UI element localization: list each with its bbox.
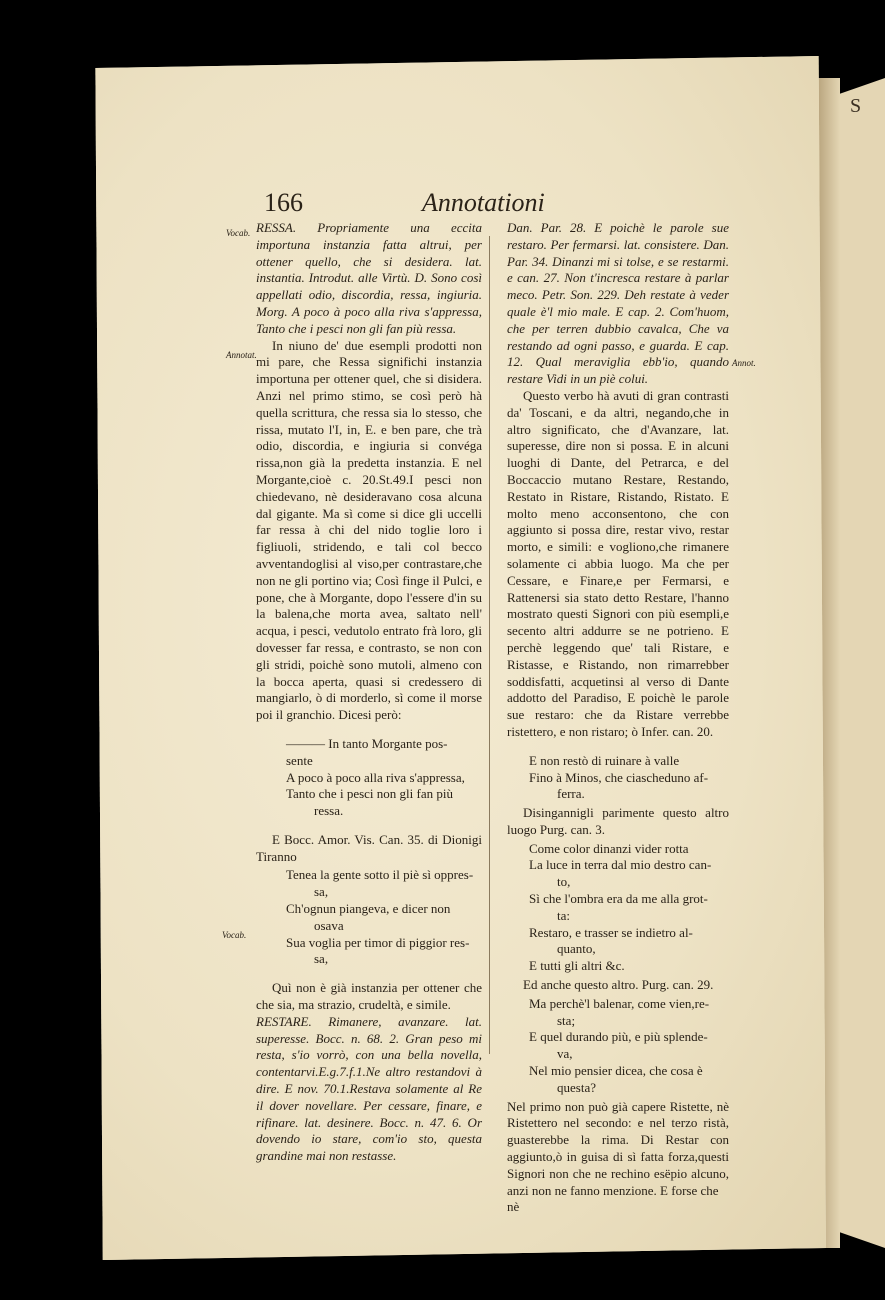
verse-line: Fino à Minos, che ciascheduno af- xyxy=(529,769,709,785)
verse-line: Sì che l'ombra era da me alla grot- xyxy=(529,891,708,907)
verse-line: Restaro, e trasser se indietro al- xyxy=(529,924,693,940)
verse-boccaccio xyxy=(256,867,482,968)
verse-line: Come color dinanzi vider rotta xyxy=(529,840,689,856)
closing-paragraph: Nel primo non può già capere Ristette, nè Ristettero nel secondo: e nel terzo ristà, guasterebbe la rima. Di Restar con aggiunto,ò in guisa di sì fatta forza,questi Signori non che ne rechino esëpio alcuno, anzi non ne fanno menzione. E forse che xyxy=(507,1098,729,1198)
verse-purg-3 xyxy=(507,841,729,975)
verse-line: sa, xyxy=(314,951,329,967)
entry-restare-cont: Dan. Par. 28. E poichè le parole sue restaro. Per fermarsi. lat. consistere. Dan. Par. 34. Dinanzi mi si tolse, e se restarmi. e can. 27. Non t'incresca restare à parlar meco. Petr. Son. 229. Deh restate à veder quale è'l mio male. E cap. 2. Com'huom, che per terren dubbio cavalca, Che va restando ad ogni passo, e guarda. E cap. 12. Qual meraviglia ebb'io, quando restare Vidi in un piè colui. xyxy=(507,220,729,387)
running-head: Annotationi xyxy=(422,188,545,217)
spacer xyxy=(256,822,482,832)
verse-line: ressa. xyxy=(314,803,344,819)
verse-line: ta: xyxy=(557,907,570,923)
spacer xyxy=(256,970,482,980)
verse-line: sta; xyxy=(557,1012,576,1028)
right-column xyxy=(507,220,729,1216)
verse-line: sente xyxy=(286,752,313,768)
annotation-restare: Questo verbo hà avuti di gran contrasti da' Toscani, e da altri, negando,che in altro significato, che d'Avanzare, lat. superesse, dire non si possa. E in alcuni luoghi di Dante, del Petrarca, e del Boccaccio mutano Restare, Restando, Restato in Ristare, Ristando, Ristato. E molto meno acconsentono, che con aggiunto si possa dire, restar vivo, restar morto, e simili: e vogliono,che rimanere solamente ci abbia luogo. Ma che per Cessare, e Finare,e per Fermarsi, e Rattenersi sia stato detto Restare, l'hanno mostrato questi Signori con più esempli,e secento altri addurre se ne potrieno. E perchè leggendo que' tali Ristare, e Ristasse, e Ristando, non rimarrebber soddisfatti, acquetinsi al verso di Dante addotto del Paradiso, E poichè le parole sue restaro: che da Ristare verrebbe ristettero, e non ristaro; ò Infer. can. 20. xyxy=(507,387,729,739)
left-column xyxy=(256,220,482,1165)
entry-ressa: RESSA. Propriamente una eccita importuna instanzia fatta altrui, per ottener quello, che si desidera. lat. instantia. Introdut. alle Virtù. D. Sono così appellati odio, discordia, ressa, ingiuria. Morg. A poco à poco alla riva s'appressa, Tanto che i pesci non gli fan più ressa. xyxy=(256,220,482,336)
verse-line: va, xyxy=(557,1046,573,1062)
facing-page-fragment: S xyxy=(850,95,862,117)
margin-note-annotat: Annotat. xyxy=(226,350,257,360)
margin-note-vocab-2: Vocab. xyxy=(222,930,247,940)
verse-line: questa? xyxy=(557,1079,596,1095)
verse-purg-29 xyxy=(507,996,729,1097)
citation-boccaccio: E Bocc. Amor. Vis. Can. 35. di Dionigi Tiranno xyxy=(256,831,482,864)
verse-inferno xyxy=(507,753,729,803)
verse-line: Tenea la gente sotto il piè sì oppres- xyxy=(286,867,474,883)
verse-line: E non restò di ruinare à valle xyxy=(529,752,680,768)
verse-line: La luce in terra dal mio destro can- xyxy=(529,857,712,873)
verse-line: Ch'ognun piangeva, e dicer non xyxy=(286,901,451,917)
verse-line: A poco à poco alla riva s'appressa, xyxy=(286,769,465,785)
verse-line: ——— In tanto Morgante pos- xyxy=(286,735,448,751)
page-number: 166 xyxy=(264,188,303,217)
verse-line: E quel durando più, e più splende- xyxy=(529,1029,708,1045)
verse-line: quanto, xyxy=(557,941,596,957)
verse-line: sa, xyxy=(314,884,329,900)
verse-line: ferra. xyxy=(557,786,585,802)
verse-line: Tanto che i pesci non gli fan più xyxy=(286,786,453,802)
verse-morgante xyxy=(256,736,482,820)
column-divider xyxy=(489,236,490,1054)
citation-purg-3: Disingannigli parimente questo altro luogo Purg. can. 3. xyxy=(507,805,729,837)
catchword: nè xyxy=(507,1199,520,1215)
spacer xyxy=(256,724,482,734)
verse-line: to, xyxy=(557,874,571,890)
annotation-ressa: In niuno de' due esempli prodotti non mi pare, che Ressa significhi instanzia importuna per ottener quel, che si disidera. Anzi nel primo stimo, se così però hà quella scrittura, che ressa sia lo stesso, che rissa, mutato l'I, in, E. e ben pare, che trà odio, discordia, e ingiuria si convéga rissa,non già la predetta instanzia. E nel Morgante,cioè c. 20.St.49.I pesci non chiedevano, nè desideravano cosa alcuna dal gigante. Ma sì come si dice gli uccelli far ressa à chi del nido toglie loro i figliuoli, stridendo, e tali col becco avventandoglisi al viso,per contrastare,che non ne gli portino via; Così finge il Pulci, e pone, che à Morgante, dopo l'essere d'in su la balena,che morta avea, saltato nell' acqua, i pesci, vedutolo entrato frà loro, gli dovesser far ressa, e contrasto, se non con gli stridi, poichè sono mutoli, almeno con la bocca aperta, quasi si credessero di mangiarlo, ò di morderlo, sì come il morse poi il granchio. Dicesi però: xyxy=(256,337,482,723)
margin-note-annot: Annot. xyxy=(732,358,756,368)
verse-line: osava xyxy=(314,917,344,933)
verse-line: Sua voglia per timor di piggior res- xyxy=(286,934,470,950)
comment-ressa: Quì non è già instanzia per ottener che che sia, ma strazio, crudeltà, e simile. xyxy=(256,980,482,1013)
margin-note-vocab: Vocab. xyxy=(226,228,251,238)
verse-line: E tutti gli altri &c. xyxy=(529,958,625,974)
citation-purg-29: Ed anche questo altro. Purg. can. 29. xyxy=(523,977,714,993)
verse-line: Ma perchè'l balenar, come vien,re- xyxy=(529,995,710,1011)
spacer xyxy=(507,741,729,751)
verse-line: Nel mio pensier dicea, che cosa è xyxy=(529,1063,703,1079)
entry-restare: RESTARE. Rimanere, avanzare. lat. superesse. Bocc. n. 68. 2. Gran peso mi resta, s'io vorrò, con una bella novella, contentarvi.E.g.7.f.1.Ne altro restandovi à dire. E nov. 70.1.Restava solamente al Re il dover novellare. Per cessare, finare, e rifinare. lat. desinere. Bocc. n. 47. 6. Or dovendo io stare, com'io sto, questa grandine mai non restasse. xyxy=(256,1013,482,1164)
